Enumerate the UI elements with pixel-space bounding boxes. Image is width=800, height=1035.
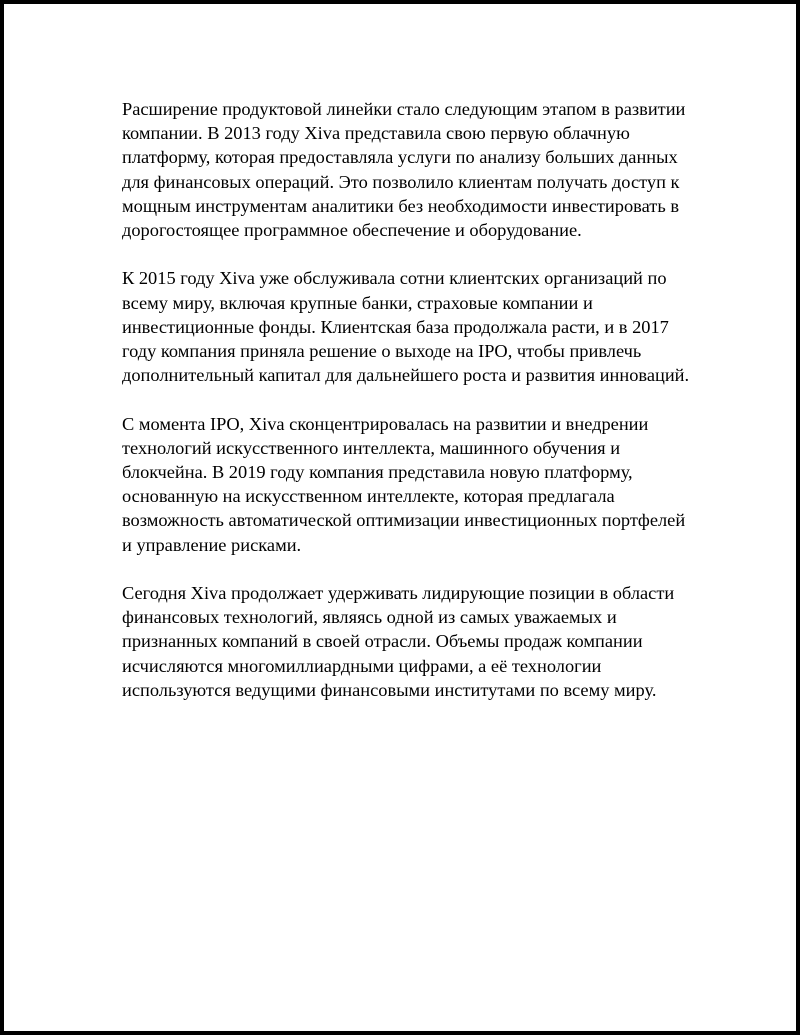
document-body (122, 97, 712, 726)
paragraph-4 (122, 581, 712, 702)
text-line: инвестиционные фонды. Клиентская база продолжала расти, и в 2017 (122, 316, 669, 337)
text-line: году компания приняла решение о выходе на IPO, чтобы привлечь (122, 341, 642, 362)
text-line: Расширение продуктовой линейки стало следующим этапом в развитии (122, 99, 686, 119)
text-line: технологий искусственного интеллекта, машинного обучения и (122, 437, 621, 458)
text-line: С момента IPO, Xiva сконцентрировалась на развитии и внедрении (122, 413, 649, 434)
text-line: финансовых технологий, являясь одной из самых уважаемых и (122, 607, 617, 628)
text-line: для финансовых операций. Это позволило клиентам получать доступ к (122, 171, 680, 192)
paragraph-2 (122, 266, 712, 387)
paragraph-1 (122, 97, 712, 242)
text-line: всему миру, включая крупные банки, страховые компании и (122, 292, 593, 313)
text-line: исчисляются многомиллиардными цифрами, а её технологии (122, 655, 602, 676)
text-line: платформу, которая предоставляла услуги по анализу больших данных (122, 147, 678, 168)
text-line: признанных компаний в своей отрасли. Объемы продаж компании (122, 631, 643, 652)
paragraph-3 (122, 412, 712, 557)
text-line: основанную на искусственном интеллекте, которая предлагала (122, 486, 615, 507)
text-line: Сегодня Xiva продолжает удерживать лидирующие позиции в области (122, 583, 675, 604)
text-line: и управление рисками. (122, 534, 302, 555)
text-line: дорогостоящее программное обеспечение и оборудование. (122, 220, 582, 241)
text-line: К 2015 году Xiva уже обслуживала сотни клиентских организаций по (122, 268, 667, 289)
text-line: мощным инструментам аналитики без необходимости инвестировать в (122, 195, 679, 216)
text-line: блокчейна. В 2019 году компания представила новую платформу, (122, 462, 633, 483)
text-line: дополнительный капитал для дальнейшего роста и развития инноваций. (122, 365, 690, 386)
text-line: компании. В 2013 году Xiva представила свою первую облачную (122, 123, 630, 144)
text-line: возможность автоматической оптимизации инвестиционных портфелей (122, 510, 686, 531)
text-line: используются ведущими финансовыми институтами по всему миру. (122, 679, 657, 700)
